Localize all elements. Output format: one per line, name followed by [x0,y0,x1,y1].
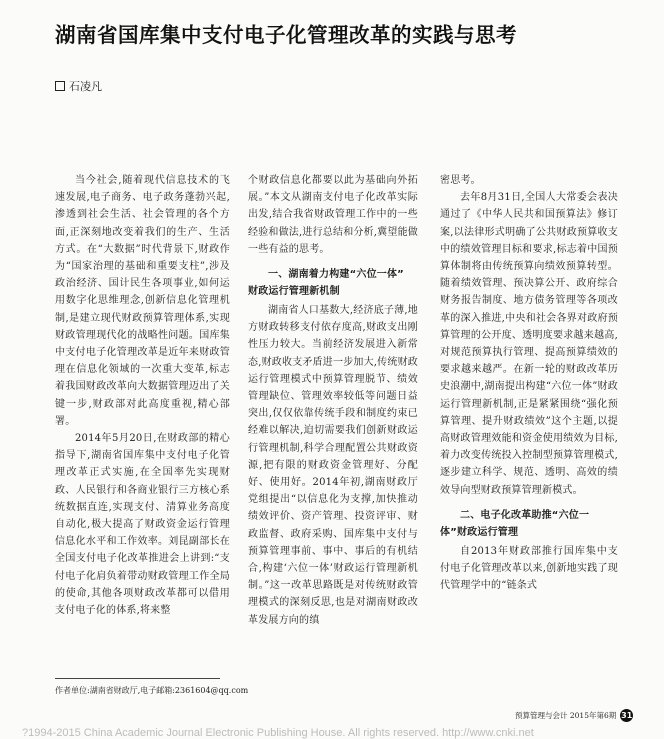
paragraph: 当今社会,随着现代信息技术的飞速发展,电子商务、电子政务蓬勃兴起,渗透到社会生活、社会管理的各个方面,正深刻地改变着我们的生产、生活方式。在“大数据”时代背景下,财政作为“国家治理的基础和重要支柱”,涉及政治经济、国计民生各项事业,如何运用数字化思维理念,创新信息化管理机制,是建立现代财政预算管理体系,实现财政管理现代化的战略性问题。国库集中支付电子化管理改革是近年来财政管理在信息化领域的一次重大变革,标志着我国财政改革向大数据管理迈出了关键一步,财政部对此高度重视,精心部署。 [55,175,230,427]
journal-info: 预算管理与会计 2015年第6期 [515,711,617,720]
copyright-watermark: ?1994-2015 China Academic Journal Electronic Publishing House. All rights reserved. http://www.cnki.net [22,727,534,739]
author-line [55,78,102,94]
section-heading-2: 二、电子化改革助推“六位一 体”财政运行管理 [440,509,590,538]
paragraph: 密思考。 [440,175,481,186]
section-heading-1: 一、湖南着力构建“六位一体” 财政运行管理新机制 [248,269,404,298]
footnote-divider [55,678,220,679]
square-bullet-icon [55,81,65,91]
paragraph: 湖南省人口基数大,经济底子薄,地方财政转移支付依存度高,财政支出刚性压力较大。当前经济发展进入新常态,财政收支矛盾进一步加大,传统财政运行管理模式中预算管理脱节、绩效管理缺位、管理效率较低等问题日益突出,仅仅依靠传统手段和制度约束已经难以解决,迫切需要我们创新财政运行管理机制,科学合理配置公共财政资源,把有限的财政资金管理好、分配好、使用好。2014年初,湖南财政厅党组提出“以信息化为支撑,加快推动绩效评价、资产管理、投资评审、财政监督、政府采购、国库集中支付与预算管理事前、事中、事后的有机结合,构建‘六位一体’财政运行管理新机制。”这一改革思路既是对传统财政管理模式的深刻反思,也是对湖南财政改革发展方向的缜 [248,305,418,626]
text-column-2 [248,172,418,629]
author-name: 石凌凡 [69,80,102,93]
text-column-1 [55,172,230,619]
paragraph: 自2013年财政部推行国库集中支付电子化管理改革以来,创新地实践了现代管理学中的“链条式 [440,545,618,592]
paragraph: 2014年5月20日,在财政部的精心指导下,湖南省国库集中支付电子化管理改革正式实施,在全国率先实现财政、人民银行和各商业银行三方核心系统数据直连,实现支付、清算业务高度自动化,极大提高了财政资金运行管理信息化水平和工作效率。刘昆副部长在全国支付电子化改革推进会上讲到:“支付电子化肩负着带动财政管理工作全局的使命,其他各项财政改革都可以借用支付电子化的体系,将来整 [55,433,230,617]
paragraph: 个财政信息化都要以此为基础向外拓展。”本文从湖南支付电子化改革实际出发,结合我省财政管理工作中的一些经验和做法,进行总结和分析,冀望能做一些有益的思考。 [248,175,418,255]
article-title: 湖南省国库集中支付电子化管理改革的实践与思考 [55,23,517,47]
footnote: 作者单位:湖南省财政厅,电子邮箱:2361604@qq.com [55,686,249,695]
page-footer [515,709,633,722]
page-number: 31 [621,711,633,720]
text-column-3 [440,172,618,594]
paragraph: 去年8月31日,全国人大常委会表决通过了《中华人民共和国预算法》修订案,以法律形式明确了公共财政预算收支中的绩效管理目标和要求,标志着中国预算体制将由传统预算向绩效预算转型。随着绩效管理、预决算公开、政府综合财务报告制度、地方债务管理等各项改革的深入推进,中央和社会各界对政府预算管理的公开度、透明度要求越来越高,对规范预算执行管理、提高预算绩效的要求越来越严。在新一轮的财政改革历史浪潮中,湖南提出构建“六位一体”财政运行管理新机制,正是紧紧围绕“强化预算管理、提升财政绩效”这个主题,以提高财政管理效能和资金使用绩效为目标,着力改变传统投入控制型预算管理模式,逐步建立科学、规范、透明、高效的绩效导向型财政预算管理新模式。 [440,192,618,496]
